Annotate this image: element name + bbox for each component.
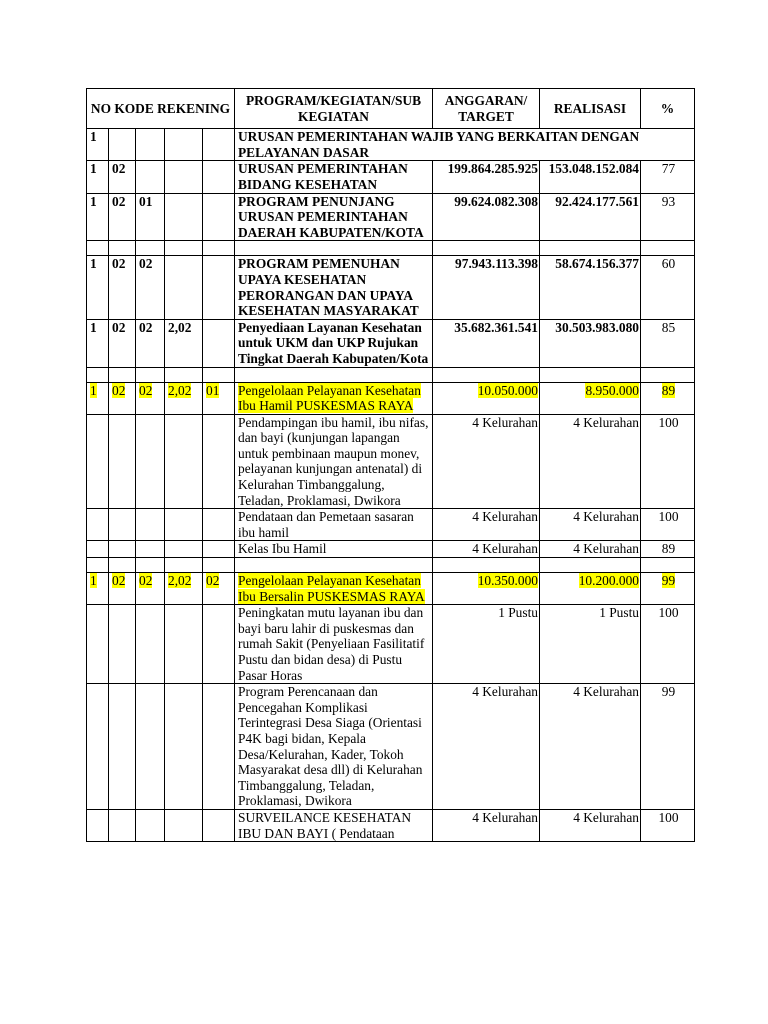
table-row: [87, 509, 695, 541]
spacer-row: [87, 558, 695, 573]
spacer-row: [87, 367, 695, 382]
persen-cell: 85: [641, 319, 695, 367]
anggaran-cell: 97.943.113.398: [433, 256, 540, 319]
kode-5: [203, 256, 235, 319]
kode-5: 01: [203, 382, 235, 414]
program-cell: Peningkatan mutu layanan ibu dan bayi baru lahir di puskesmas dan rumah Sakit (Penyeliaan Fasilitatif Pustu dan bidan desa) di Pustu Pasar Horas: [235, 605, 433, 684]
table-row: [87, 193, 695, 241]
kode-4: 2,02: [165, 382, 203, 414]
kode-2: 02: [109, 382, 136, 414]
persen-cell: 60: [641, 256, 695, 319]
table-row: [87, 809, 695, 841]
rekening-table: [86, 88, 695, 842]
realisasi-cell: 4 Kelurahan: [540, 684, 641, 810]
realisasi-cell: 58.674.156.377: [540, 256, 641, 319]
anggaran-cell: 4 Kelurahan: [433, 684, 540, 810]
program-cell: Program Perencanaan dan Pencegahan Komplikasi Terintegrasi Desa Siaga (Orientasi P4K bagi bidan, Kepala Desa/Kelurahan, Kader, Tokoh Masyarakat desa dll) di Kelurahan Timbanggalung, Teladan, Proklamasi, Dwikora: [235, 684, 433, 810]
spacer-row: [87, 241, 695, 256]
anggaran-cell: 99.624.082.308: [433, 193, 540, 241]
table-row-highlighted: [87, 573, 695, 605]
kode-4: [165, 161, 203, 193]
kode-1: 1: [87, 193, 109, 241]
kode-1: 1: [87, 382, 109, 414]
program-cell: Kelas Ibu Hamil: [235, 541, 433, 558]
kode-5: [203, 193, 235, 241]
kode-4: 2,02: [165, 319, 203, 367]
header-realisasi: REALISASI: [540, 89, 641, 129]
kode-5: [203, 161, 235, 193]
kode-1: 1: [87, 129, 109, 161]
persen-cell: 77: [641, 161, 695, 193]
kode-2: 02: [109, 573, 136, 605]
header-program: PROGRAM/KEGIATAN/SUB KEGIATAN: [235, 89, 433, 129]
persen-cell: 100: [641, 509, 695, 541]
kode-2: 02: [109, 256, 136, 319]
realisasi-cell: 4 Kelurahan: [540, 541, 641, 558]
kode-3: [136, 129, 165, 161]
persen-cell: 89: [641, 382, 695, 414]
realisasi-cell: 4 Kelurahan: [540, 509, 641, 541]
kode-3: 02: [136, 319, 165, 367]
table-row: [87, 319, 695, 367]
table-row: [87, 161, 695, 193]
kode-4: [165, 256, 203, 319]
header-row: [87, 89, 695, 129]
persen-cell: 100: [641, 809, 695, 841]
kode-1: 1: [87, 256, 109, 319]
kode-2: 02: [109, 319, 136, 367]
realisasi-cell: 30.503.983.080: [540, 319, 641, 367]
program-cell: URUSAN PEMERINTAHAN WAJIB YANG BERKAITAN DENGAN PELAYANAN DASAR: [235, 129, 695, 161]
program-cell: Pengelolaan Pelayanan Kesehatan Ibu Bersalin PUSKESMAS RAYA: [235, 573, 433, 605]
realisasi-cell: 153.048.152.084: [540, 161, 641, 193]
persen-cell: 100: [641, 414, 695, 509]
kode-1: 1: [87, 573, 109, 605]
kode-3: 02: [136, 382, 165, 414]
kode-5: 02: [203, 573, 235, 605]
kode-2: 02: [109, 193, 136, 241]
kode-4: [165, 129, 203, 161]
anggaran-cell: 35.682.361.541: [433, 319, 540, 367]
anggaran-cell: 4 Kelurahan: [433, 414, 540, 509]
persen-cell: 99: [641, 573, 695, 605]
table-row-highlighted: [87, 382, 695, 414]
table-row: [87, 605, 695, 684]
persen-cell: 89: [641, 541, 695, 558]
anggaran-cell: 4 Kelurahan: [433, 541, 540, 558]
program-cell: Pendampingan ibu hamil, ibu nifas, dan bayi (kunjungan lapangan untuk pembinaan maupun monev, pelayanan kunjungan antenatal) di Kelurahan Timbanggalung, Teladan, Proklamasi, Dwikora: [235, 414, 433, 509]
program-cell: Pendataan dan Pemetaan sasaran ibu hamil: [235, 509, 433, 541]
table-row: [87, 129, 695, 161]
program-cell: Pengelolaan Pelayanan Kesehatan Ibu Hamil PUSKESMAS RAYA: [235, 382, 433, 414]
kode-5: [203, 319, 235, 367]
realisasi-cell: 10.200.000: [540, 573, 641, 605]
realisasi-cell: 92.424.177.561: [540, 193, 641, 241]
program-cell: SURVEILANCE KESEHATAN IBU DAN BAYI ( Pendataan: [235, 809, 433, 841]
realisasi-cell: 4 Kelurahan: [540, 414, 641, 509]
realisasi-cell: 4 Kelurahan: [540, 809, 641, 841]
table-row: [87, 256, 695, 319]
kode-4: 2,02: [165, 573, 203, 605]
anggaran-cell: 1 Pustu: [433, 605, 540, 684]
anggaran-cell: 10.050.000: [433, 382, 540, 414]
header-persen: %: [641, 89, 695, 129]
table-row: [87, 684, 695, 810]
program-cell: URUSAN PEMERINTAHAN BIDANG KESEHATAN: [235, 161, 433, 193]
kode-5: [203, 129, 235, 161]
header-anggaran: ANGGARAN/ TARGET: [433, 89, 540, 129]
realisasi-cell: 1 Pustu: [540, 605, 641, 684]
program-cell: Penyediaan Layanan Kesehatan untuk UKM dan UKP Rujukan Tingkat Daerah Kabupaten/Kota: [235, 319, 433, 367]
persen-cell: 93: [641, 193, 695, 241]
realisasi-cell: 8.950.000: [540, 382, 641, 414]
kode-3: 02: [136, 573, 165, 605]
kode-1: 1: [87, 319, 109, 367]
kode-4: [165, 193, 203, 241]
anggaran-cell: 199.864.285.925: [433, 161, 540, 193]
kode-3: [136, 161, 165, 193]
anggaran-cell: 10.350.000: [433, 573, 540, 605]
persen-cell: 99: [641, 684, 695, 810]
header-kode: NO KODE REKENING: [87, 89, 235, 129]
program-cell: PROGRAM PENUNJANG URUSAN PEMERINTAHAN DAERAH KABUPATEN/KOTA: [235, 193, 433, 241]
anggaran-cell: 4 Kelurahan: [433, 509, 540, 541]
persen-cell: 100: [641, 605, 695, 684]
table-row: [87, 414, 695, 509]
kode-1: 1: [87, 161, 109, 193]
kode-2: 02: [109, 161, 136, 193]
kode-3: 01: [136, 193, 165, 241]
anggaran-cell: 4 Kelurahan: [433, 809, 540, 841]
kode-3: 02: [136, 256, 165, 319]
table-row: [87, 541, 695, 558]
program-cell: PROGRAM PEMENUHAN UPAYA KESEHATAN PERORANGAN DAN UPAYA KESEHATAN MASYARAKAT: [235, 256, 433, 319]
kode-2: [109, 129, 136, 161]
